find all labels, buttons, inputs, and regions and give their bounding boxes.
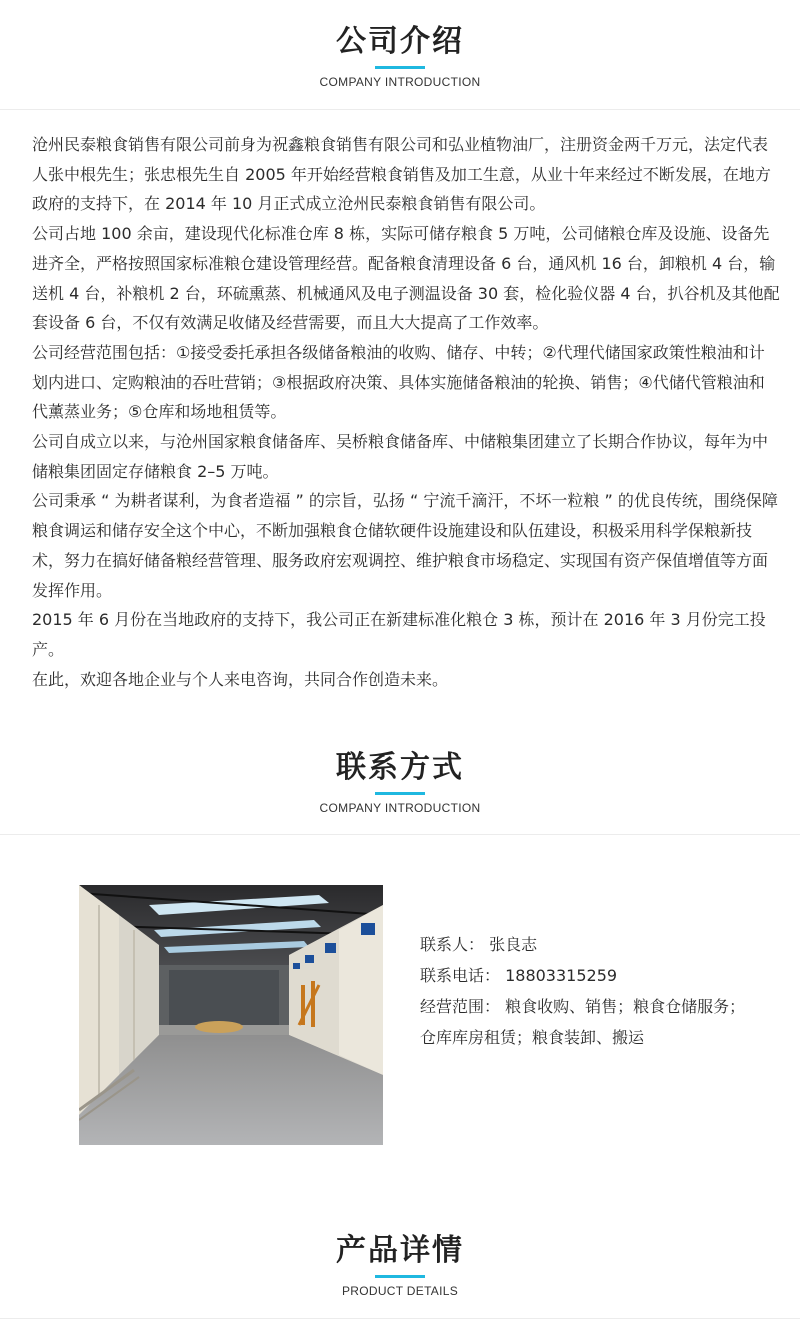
section-divider (0, 109, 800, 110)
title-accent-bar (375, 66, 425, 69)
section-divider (0, 1318, 800, 1319)
section-divider (0, 834, 800, 835)
intro-section-header (0, 22, 800, 89)
company-intro-text (32, 130, 780, 694)
business-scope-cont: 仓库库房租赁；粮食装卸、搬运 (420, 1028, 645, 1047)
intro-paragraph: 公司秉承 “ 为耕者谋利，为食者造福 ” 的宗旨，弘扬 “ 宁流千滴汗，不坏一粒粮 ” 的优良传统，围绕保障粮食调运和储存安全这个中心，不断加强粮食仓储软硬件设施建设和队伍建设，积极采用科学保粮新技术，努力在搞好储备粮经营管理、服务政府宏观调控、维护粮食市场稳定、实现国有资产保值增值等方面发挥作用。 (32, 491, 778, 600)
product-section-header (0, 1231, 800, 1298)
intro-section-title: 公司介绍 (336, 24, 464, 59)
contact-phone[interactable]: 联系电话： 18803315259 (420, 966, 618, 985)
warehouse-photo (79, 885, 383, 1145)
intro-paragraph: 沧州民泰粮食销售有限公司前身为祝鑫粮食销售有限公司和弘业植物油厂，注册资金两千万元，法定代表人张中根先生；张忠根先生自 2005 年开始经营粮食销售及加工生意，从业十年来经过不断发展，在地方政府的支持下，在 2014 年 10 月正式成立沧州民泰粮食销售有限公司。 (32, 135, 771, 214)
product-section-subtitle: PRODUCT DETAILS (341, 1284, 459, 1298)
intro-section-subtitle: COMPANY INTRODUCTION (319, 75, 481, 89)
contact-section-subtitle: COMPANY INTRODUCTION (319, 801, 481, 815)
intro-paragraph: 公司占地 100 余亩，建设现代化标准仓库 8 栋，实际可储存粮食 5 万吨，公司储粮仓库及设施、设备先进齐全，严格按照国家标准粮仓建设管理经营。配备粮食清理设备 6 台，通风机 16 台，卸粮机 4 台，输送机 4 台，补粮机 2 台，环硫熏蒸、机械通风及电子测温设备 30 套，检化验仪器 4 台，扒谷机及其他配套设备 6 台，不仅有效满足收储及经营需要，而且大大提高了工作效率。 (32, 224, 780, 333)
title-accent-bar (375, 1275, 425, 1278)
contact-person: 联系人： 张良志 (420, 935, 538, 954)
business-scope: 经营范围： 粮食收购、销售；粮食仓储服务； (420, 997, 746, 1016)
intro-paragraph: 2015 年 6 月份在当地政府的支持下，我公司正在新建标准化粮仓 3 栋，预计在 2016 年 3 月份完工投产。 (32, 610, 766, 659)
contact-section-title: 联系方式 (336, 750, 464, 785)
product-section-title: 产品详情 (336, 1233, 464, 1268)
intro-paragraph: 公司自成立以来，与沧州国家粮食储备库、吴桥粮食储备库、中储粮集团建立了长期合作协议，每年为中储粮集团固定存储粮食 2–5 万吨。 (32, 432, 769, 481)
contact-section-header (0, 748, 800, 815)
intro-paragraph: 在此，欢迎各地企业与个人来电咨询，共同合作创造未来。 (32, 669, 449, 689)
contact-info (420, 929, 745, 1053)
title-accent-bar (375, 792, 425, 795)
intro-paragraph: 公司经营范围包括：①接受委托承担各级储备粮油的收购、储存、中转；②代理代储国家政策性粮油和计划内进口、定购粮油的吞吐营销；③根据政府决策、具体实施储备粮油的轮换、销售；④代储代管粮油和代薰蒸业务；⑤仓库和场地租赁等。 (32, 342, 765, 422)
